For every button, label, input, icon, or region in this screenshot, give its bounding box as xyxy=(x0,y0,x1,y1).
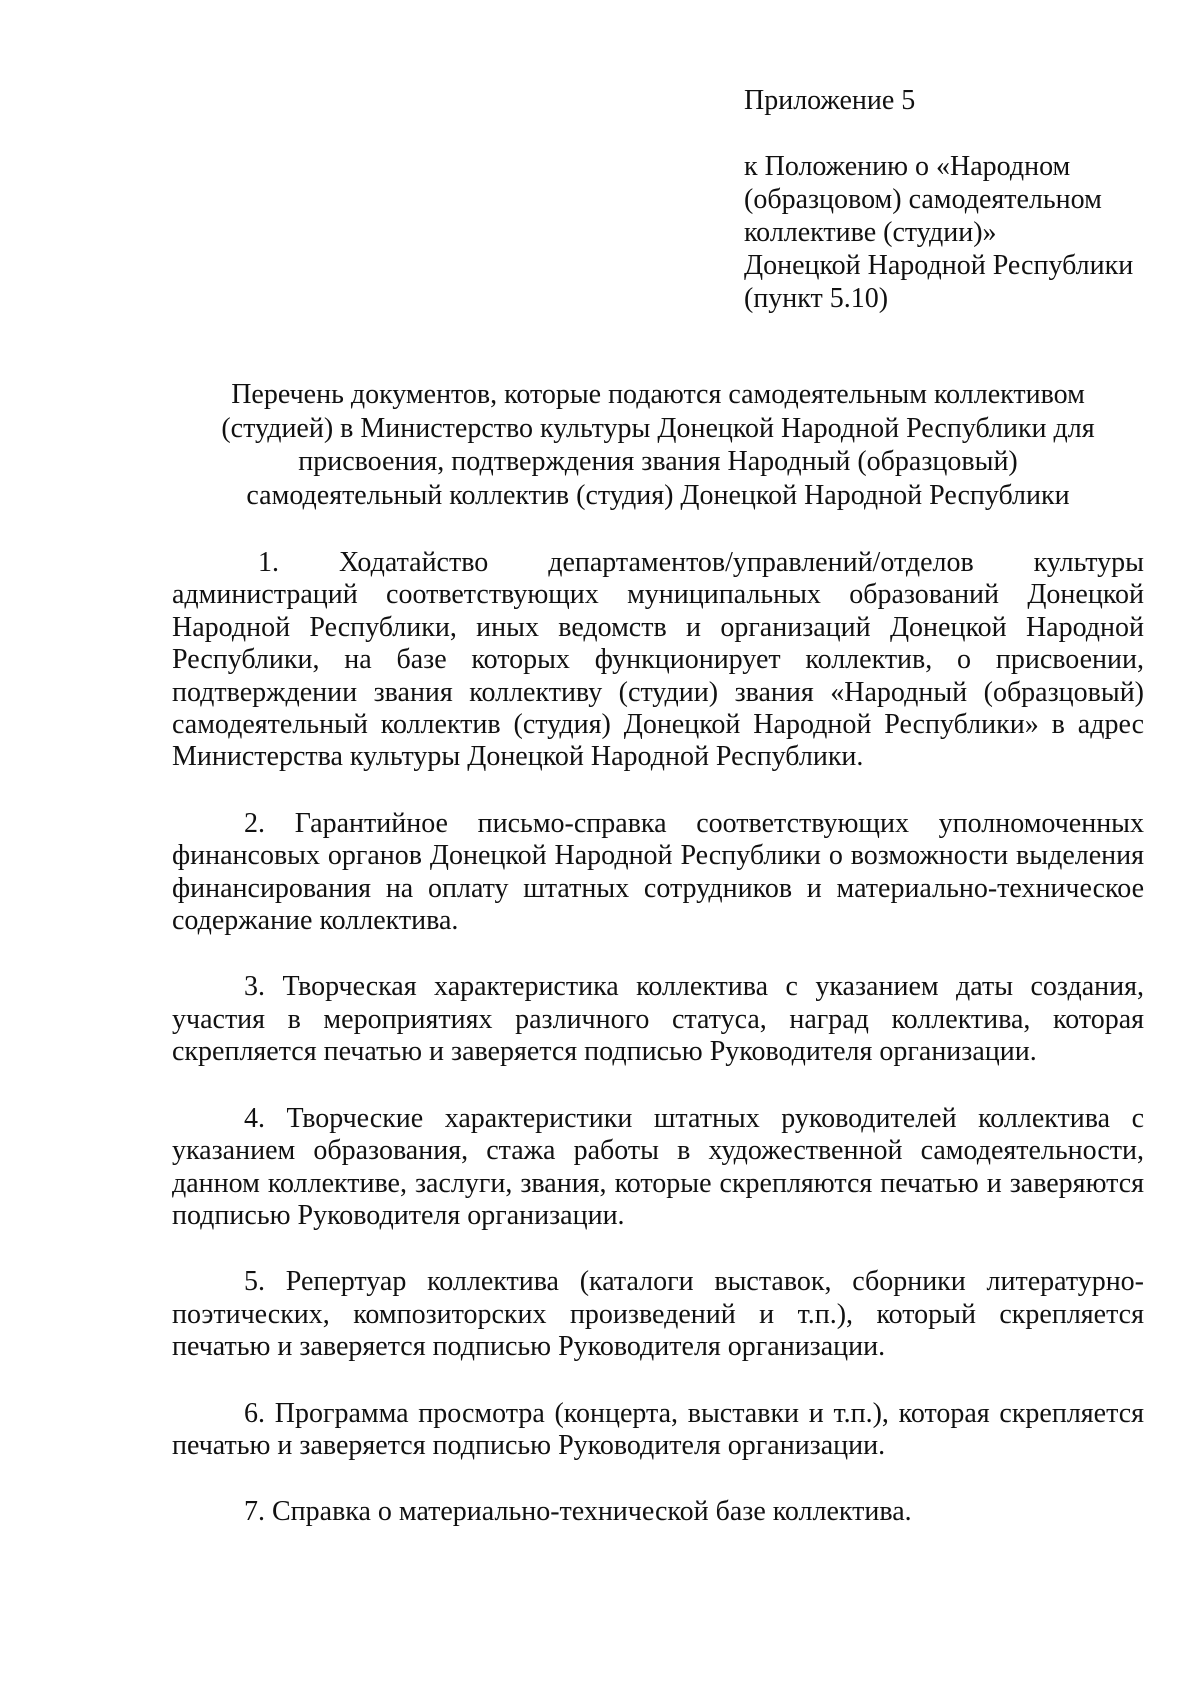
item-line: указанием образования, стажа работы в художественной самодеятельности, xyxy=(172,1135,1144,1167)
item-line: 4. Творческие характеристики штатных руководителей коллектива с xyxy=(244,1102,1144,1134)
list-item xyxy=(172,1103,1144,1233)
list-item xyxy=(172,1496,1144,1528)
item-line: Народной Республики, иных ведомств и организаций Донецкой Народной xyxy=(172,611,1144,643)
list-item xyxy=(172,971,1144,1068)
item-line: администраций соответствующих муниципальных образований Донецкой xyxy=(172,579,1144,611)
documents-list xyxy=(172,547,1144,1529)
item-line: 6. Программа просмотра (концерта, выставки и т.п.), которая скрепляется xyxy=(244,1397,1144,1429)
item-line: данном коллективе, заслуги, звания, которые скрепляются печатью и заверяются xyxy=(172,1167,1144,1199)
item-line: 7. Справка о материально-технической базе коллектива. xyxy=(244,1496,912,1528)
annex-title: Приложение 5 xyxy=(744,85,916,116)
item-line: участия в мероприятиях различного статуса, наград коллектива, которая xyxy=(172,1003,1144,1035)
title-line: Перечень документов, которые подаются самодеятельным коллективом xyxy=(231,379,1085,410)
item-line: 2. Гарантийное письмо-справка соответствующих уполномоченных xyxy=(244,807,1144,839)
item-line: печатью и заверяется подписью Руководителя организации. xyxy=(172,1429,886,1461)
item-line: поэтических, композиторских произведений и т.п.), который скрепляется xyxy=(172,1298,1144,1330)
annex-ref-line: (образцовом) самодеятельном xyxy=(744,184,1102,215)
item-line: скрепляется печатью и заверяется подписью Руководителя организации. xyxy=(172,1036,1037,1068)
annex-ref-line: к Положению о «Народном xyxy=(744,151,1071,182)
item-line: самодеятельный коллектив (студия) Донецкой Народной Республики» в адрес xyxy=(172,709,1144,741)
item-line: подписью Руководителя организации. xyxy=(172,1199,625,1231)
annex-ref-line: Донецкой Народной Республики xyxy=(744,250,1134,281)
list-item xyxy=(172,547,1144,774)
item-line: подтверждении звания коллективу (студии) звания «Народный (образцовый) xyxy=(172,676,1144,708)
title-line: (студией) в Министерство культуры Донецкой Народной Республики для xyxy=(221,412,1095,444)
list-item xyxy=(172,808,1144,938)
annex-ref-line: (пункт 5.10) xyxy=(744,283,889,314)
annex-block xyxy=(744,84,1164,315)
item-line: Республики, на базе которых функционирует коллектив, о присвоении, xyxy=(172,644,1144,676)
item-line: 1. Ходатайство департаментов/управлений/отделов культуры xyxy=(258,547,1144,578)
item-line: финансирования на оплату штатных сотрудников и материально-техническое xyxy=(172,872,1144,904)
item-line: печатью и заверяется подписью Руководителя организации. xyxy=(172,1331,886,1363)
title-line: самодеятельный коллектив (студия) Донецкой Народной Республики xyxy=(246,479,1070,511)
item-line: 5. Репертуар коллектива (каталоги выставок, сборники литературно- xyxy=(244,1266,1144,1298)
item-line: 3. Творческая характеристика коллектива с указанием даты создания, xyxy=(244,971,1144,1003)
item-line: финансовых органов Донецкой Народной Республики о возможности выделения xyxy=(172,840,1144,872)
item-line: Министерства культуры Донецкой Народной Республики. xyxy=(172,741,864,773)
item-line: содержание коллектива. xyxy=(172,905,459,937)
annex-reference xyxy=(744,150,1164,315)
annex-ref-line: коллективе (студии)» xyxy=(744,217,997,248)
list-item xyxy=(172,1266,1144,1363)
document-title xyxy=(172,378,1144,512)
title-line: присвоения, подтверждения звания Народный (образцовый) xyxy=(298,446,1018,477)
list-item xyxy=(172,1398,1144,1463)
